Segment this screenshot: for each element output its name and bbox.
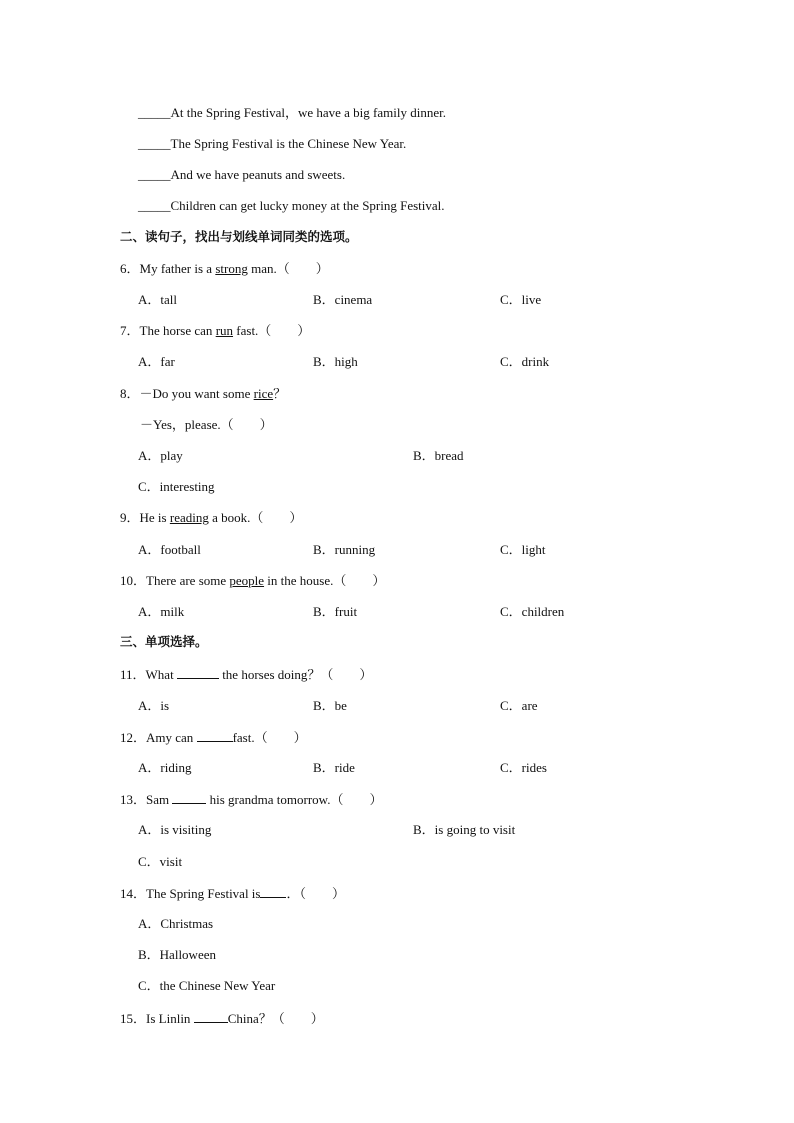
question-number: 13． bbox=[120, 792, 147, 807]
intro-line-1 bbox=[138, 105, 446, 121]
option-c[interactable]: C．live bbox=[500, 292, 542, 307]
question-text: My father is a bbox=[139, 261, 216, 276]
underlined-word: strong bbox=[215, 261, 248, 276]
option-b[interactable]: B．be bbox=[313, 698, 347, 713]
intro-line-2 bbox=[138, 136, 406, 152]
question-text: Is Linlin bbox=[146, 1011, 194, 1026]
intro-text: And we have peanuts and sweets. bbox=[170, 167, 346, 182]
option-b[interactable]: B．ride bbox=[313, 760, 355, 775]
question-text: The Spring Festival is bbox=[146, 886, 261, 901]
answer-blank[interactable]: _____ bbox=[138, 198, 171, 213]
question-text: the horses doing？（ ） bbox=[218, 667, 373, 682]
option-c[interactable]: C．visit bbox=[138, 854, 183, 869]
question-15 bbox=[120, 1010, 324, 1027]
question-number: 7． bbox=[120, 323, 140, 338]
option-b[interactable]: B．bread bbox=[413, 448, 464, 463]
section-heading-2: 二、读句子，找出与划线单词同类的选项。 bbox=[120, 229, 358, 244]
question-13 bbox=[120, 791, 382, 808]
option-b[interactable]: B．cinema bbox=[313, 292, 373, 307]
option-a[interactable]: A．Christmas bbox=[138, 916, 214, 931]
option-c[interactable]: C．drink bbox=[500, 354, 550, 369]
option-a[interactable]: A．milk bbox=[138, 604, 185, 619]
question-text: There are some bbox=[146, 573, 230, 588]
option-a[interactable]: A．is bbox=[138, 698, 170, 713]
answer-blank[interactable] bbox=[194, 1010, 228, 1023]
answer-blank[interactable]: _____ bbox=[138, 167, 171, 182]
question-10 bbox=[120, 573, 385, 589]
underlined-word: people bbox=[229, 573, 265, 588]
option-b[interactable]: B．high bbox=[313, 354, 358, 369]
intro-text: At the Spring Festival，we have a big family dinner. bbox=[170, 105, 446, 120]
option-c[interactable]: C．rides bbox=[500, 760, 547, 775]
underlined-word: reading bbox=[169, 510, 209, 525]
option-c[interactable]: C．are bbox=[500, 698, 538, 713]
question-text: man.（ ） bbox=[247, 261, 329, 276]
underlined-word: rice bbox=[253, 386, 274, 401]
question-text: He is bbox=[139, 510, 170, 525]
intro-text: The Spring Festival is the Chinese New Year. bbox=[170, 136, 407, 151]
question-text: his grandma tomorrow.（ ） bbox=[206, 792, 383, 807]
option-c[interactable]: C．interesting bbox=[138, 479, 215, 494]
question-text: fast.（ ） bbox=[232, 730, 307, 745]
option-a[interactable]: A．is visiting bbox=[138, 822, 212, 837]
option-a[interactable]: A．far bbox=[138, 354, 175, 369]
question-number: 11． bbox=[120, 667, 146, 682]
question-number: 9． bbox=[120, 510, 140, 525]
question-text: fast.（ ） bbox=[233, 323, 311, 338]
question-text: a book.（ ） bbox=[208, 510, 303, 525]
question-text: Amy can bbox=[146, 730, 197, 745]
question-8 bbox=[120, 386, 286, 402]
question-text: in the house.（ ） bbox=[264, 573, 386, 588]
question-text: China？（ ） bbox=[227, 1011, 324, 1026]
answer-blank[interactable] bbox=[197, 729, 233, 742]
question-12 bbox=[120, 729, 307, 746]
question-9 bbox=[120, 510, 302, 526]
question-text: What bbox=[145, 667, 177, 682]
option-c[interactable]: C．light bbox=[500, 542, 546, 557]
option-c[interactable]: C．the Chinese New Year bbox=[138, 978, 276, 993]
option-b[interactable]: B．Halloween bbox=[138, 947, 216, 962]
question-text: ？ bbox=[273, 386, 287, 401]
option-a[interactable]: A．football bbox=[138, 542, 201, 557]
answer-blank[interactable] bbox=[260, 885, 286, 898]
question-number: 12． bbox=[120, 730, 147, 745]
question-number: 8． bbox=[120, 386, 140, 401]
question-8-reply: －Yes，please.（ ） bbox=[140, 417, 273, 432]
answer-blank[interactable] bbox=[177, 666, 219, 679]
question-7 bbox=[120, 323, 310, 339]
option-b[interactable]: B．is going to visit bbox=[413, 822, 516, 837]
answer-blank[interactable]: _____ bbox=[138, 136, 171, 151]
question-14 bbox=[120, 885, 345, 902]
question-11 bbox=[120, 666, 372, 683]
question-number: 10． bbox=[120, 573, 147, 588]
question-6 bbox=[120, 261, 329, 277]
option-b[interactable]: B．running bbox=[313, 542, 376, 557]
underlined-word: run bbox=[215, 323, 234, 338]
answer-blank[interactable]: _____ bbox=[138, 105, 171, 120]
option-c[interactable]: C．children bbox=[500, 604, 565, 619]
answer-blank[interactable] bbox=[172, 791, 206, 804]
option-a[interactable]: A．play bbox=[138, 448, 183, 463]
question-number: 14． bbox=[120, 886, 147, 901]
question-text: Sam bbox=[146, 792, 173, 807]
question-text: The horse can bbox=[139, 323, 216, 338]
question-text: －Do you want some bbox=[139, 386, 254, 401]
option-a[interactable]: A．tall bbox=[138, 292, 177, 307]
question-number: 6． bbox=[120, 261, 140, 276]
intro-text: Children can get lucky money at the Spring Festival. bbox=[170, 198, 445, 213]
section-heading-3: 三、单项选择。 bbox=[120, 634, 208, 649]
question-number: 15． bbox=[120, 1011, 147, 1026]
option-b[interactable]: B．fruit bbox=[313, 604, 358, 619]
option-a[interactable]: A．riding bbox=[138, 760, 192, 775]
intro-line-4 bbox=[138, 198, 445, 214]
question-text: ．（ ） bbox=[286, 886, 345, 901]
intro-line-3 bbox=[138, 167, 345, 183]
